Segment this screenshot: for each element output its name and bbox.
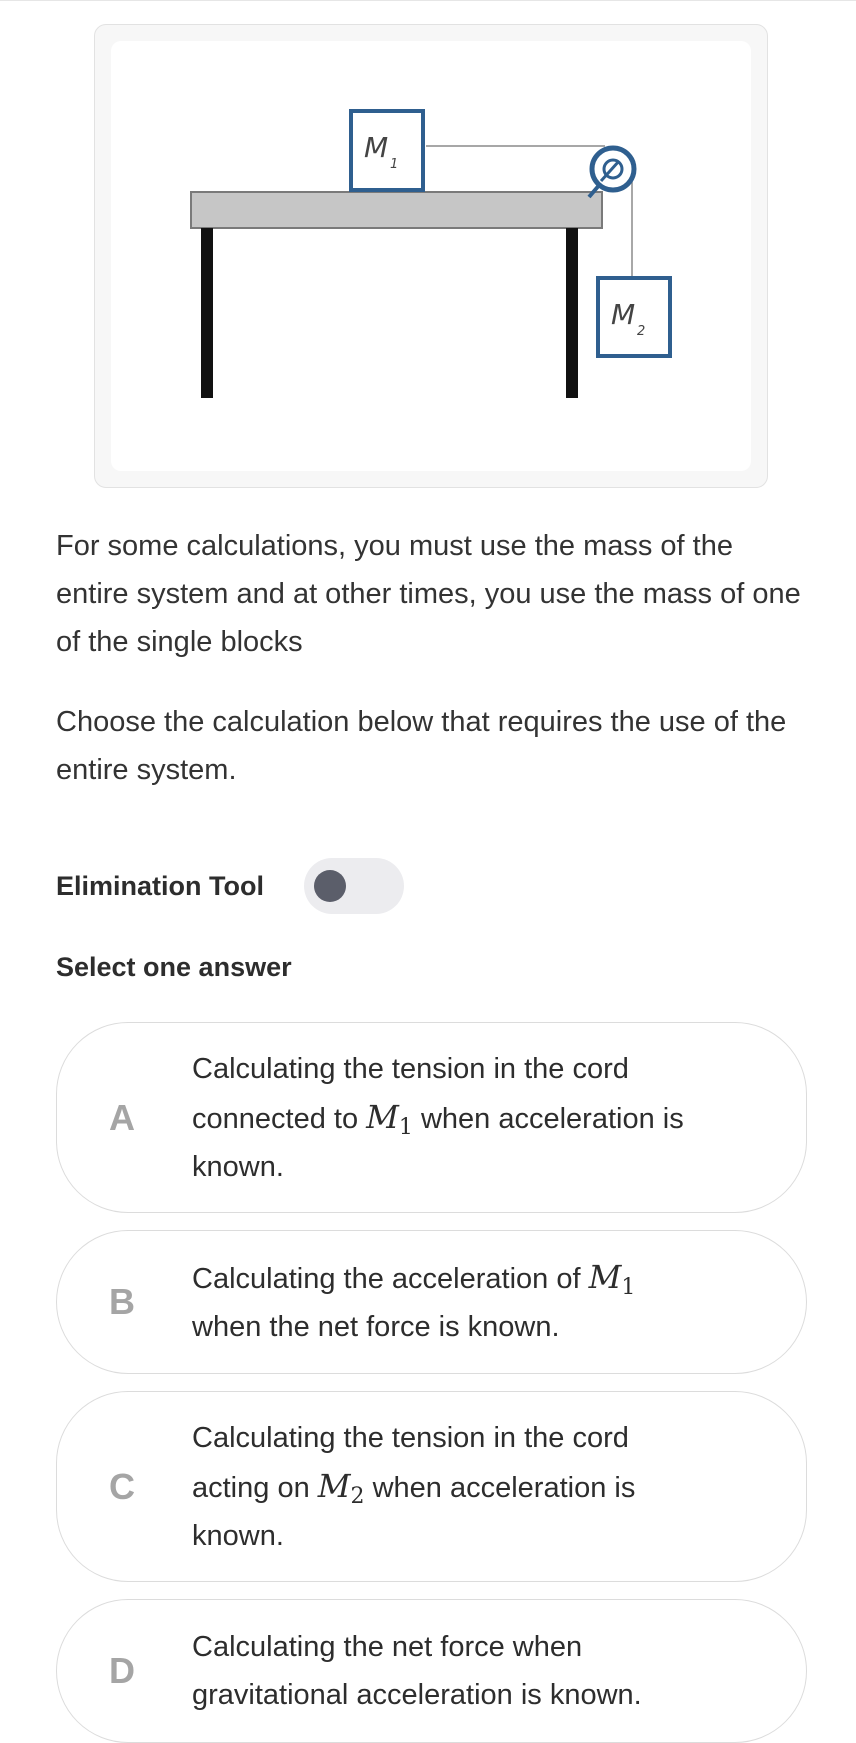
table-leg-left bbox=[201, 228, 213, 398]
math-subscript: 2 bbox=[350, 1483, 365, 1509]
math-symbol: M bbox=[366, 1097, 399, 1136]
option-letter-a: A bbox=[109, 1096, 135, 1138]
option-text-b bbox=[192, 1253, 712, 1351]
math-subscript: 1 bbox=[621, 1275, 636, 1300]
block-m2-label: M bbox=[611, 298, 636, 331]
option-a-text-after: when acceleration is known. bbox=[192, 1102, 684, 1183]
option-letter-c: C bbox=[109, 1465, 135, 1507]
math-m1 bbox=[366, 1097, 413, 1140]
option-text-a bbox=[192, 1045, 712, 1191]
block-m1-label: M bbox=[364, 131, 389, 164]
answer-option-c[interactable] bbox=[56, 1391, 807, 1582]
pulley-diagram-svg bbox=[111, 41, 751, 471]
math-symbol: M bbox=[588, 1258, 622, 1296]
option-b-text-after: when the net force is known. bbox=[192, 1311, 560, 1343]
elimination-tool-toggle[interactable] bbox=[304, 858, 404, 914]
option-text-c bbox=[192, 1414, 712, 1560]
option-c-text-after: when acceleration is known. bbox=[192, 1471, 636, 1552]
block-m1-subscript: 1 bbox=[390, 157, 399, 172]
pulley-wheel bbox=[592, 148, 634, 190]
block-m2-subscript: 2 bbox=[637, 324, 646, 339]
math-subscript: 1 bbox=[398, 1114, 413, 1140]
option-b-text-before: Calculating the acceleration of bbox=[192, 1263, 589, 1295]
option-c-text-before: Calculating the tension in the cord acting on bbox=[192, 1421, 629, 1504]
option-a-text-before: Calculating the tension in the cord connected to bbox=[192, 1052, 629, 1135]
toggle-knob bbox=[314, 870, 346, 902]
table-top bbox=[191, 192, 602, 228]
math-m1 bbox=[588, 1258, 636, 1300]
question-context: For some calculations, you must use the mass of the entire system and at other times, you use the mass of one of the single blocks bbox=[56, 530, 801, 658]
option-letter-b: B bbox=[109, 1281, 135, 1322]
math-symbol: M bbox=[317, 1466, 351, 1505]
figure-card bbox=[94, 24, 768, 488]
elimination-tool-label: Elimination Tool bbox=[56, 871, 264, 901]
question-stem: Choose the calculation below that requires the use of the entire system. bbox=[56, 706, 787, 786]
answer-option-d[interactable] bbox=[56, 1599, 807, 1743]
answer-option-a[interactable] bbox=[56, 1022, 807, 1213]
top-divider bbox=[0, 0, 856, 1]
option-text-d: Calculating the net force when gravitational acceleration is known. bbox=[192, 1631, 642, 1711]
table-leg-right bbox=[566, 228, 578, 398]
answer-option-b[interactable] bbox=[56, 1230, 807, 1374]
option-letter-d: D bbox=[109, 1650, 135, 1691]
pulley-diagram bbox=[111, 41, 751, 471]
math-m2 bbox=[317, 1466, 365, 1509]
select-one-answer-label: Select one answer bbox=[56, 952, 292, 982]
